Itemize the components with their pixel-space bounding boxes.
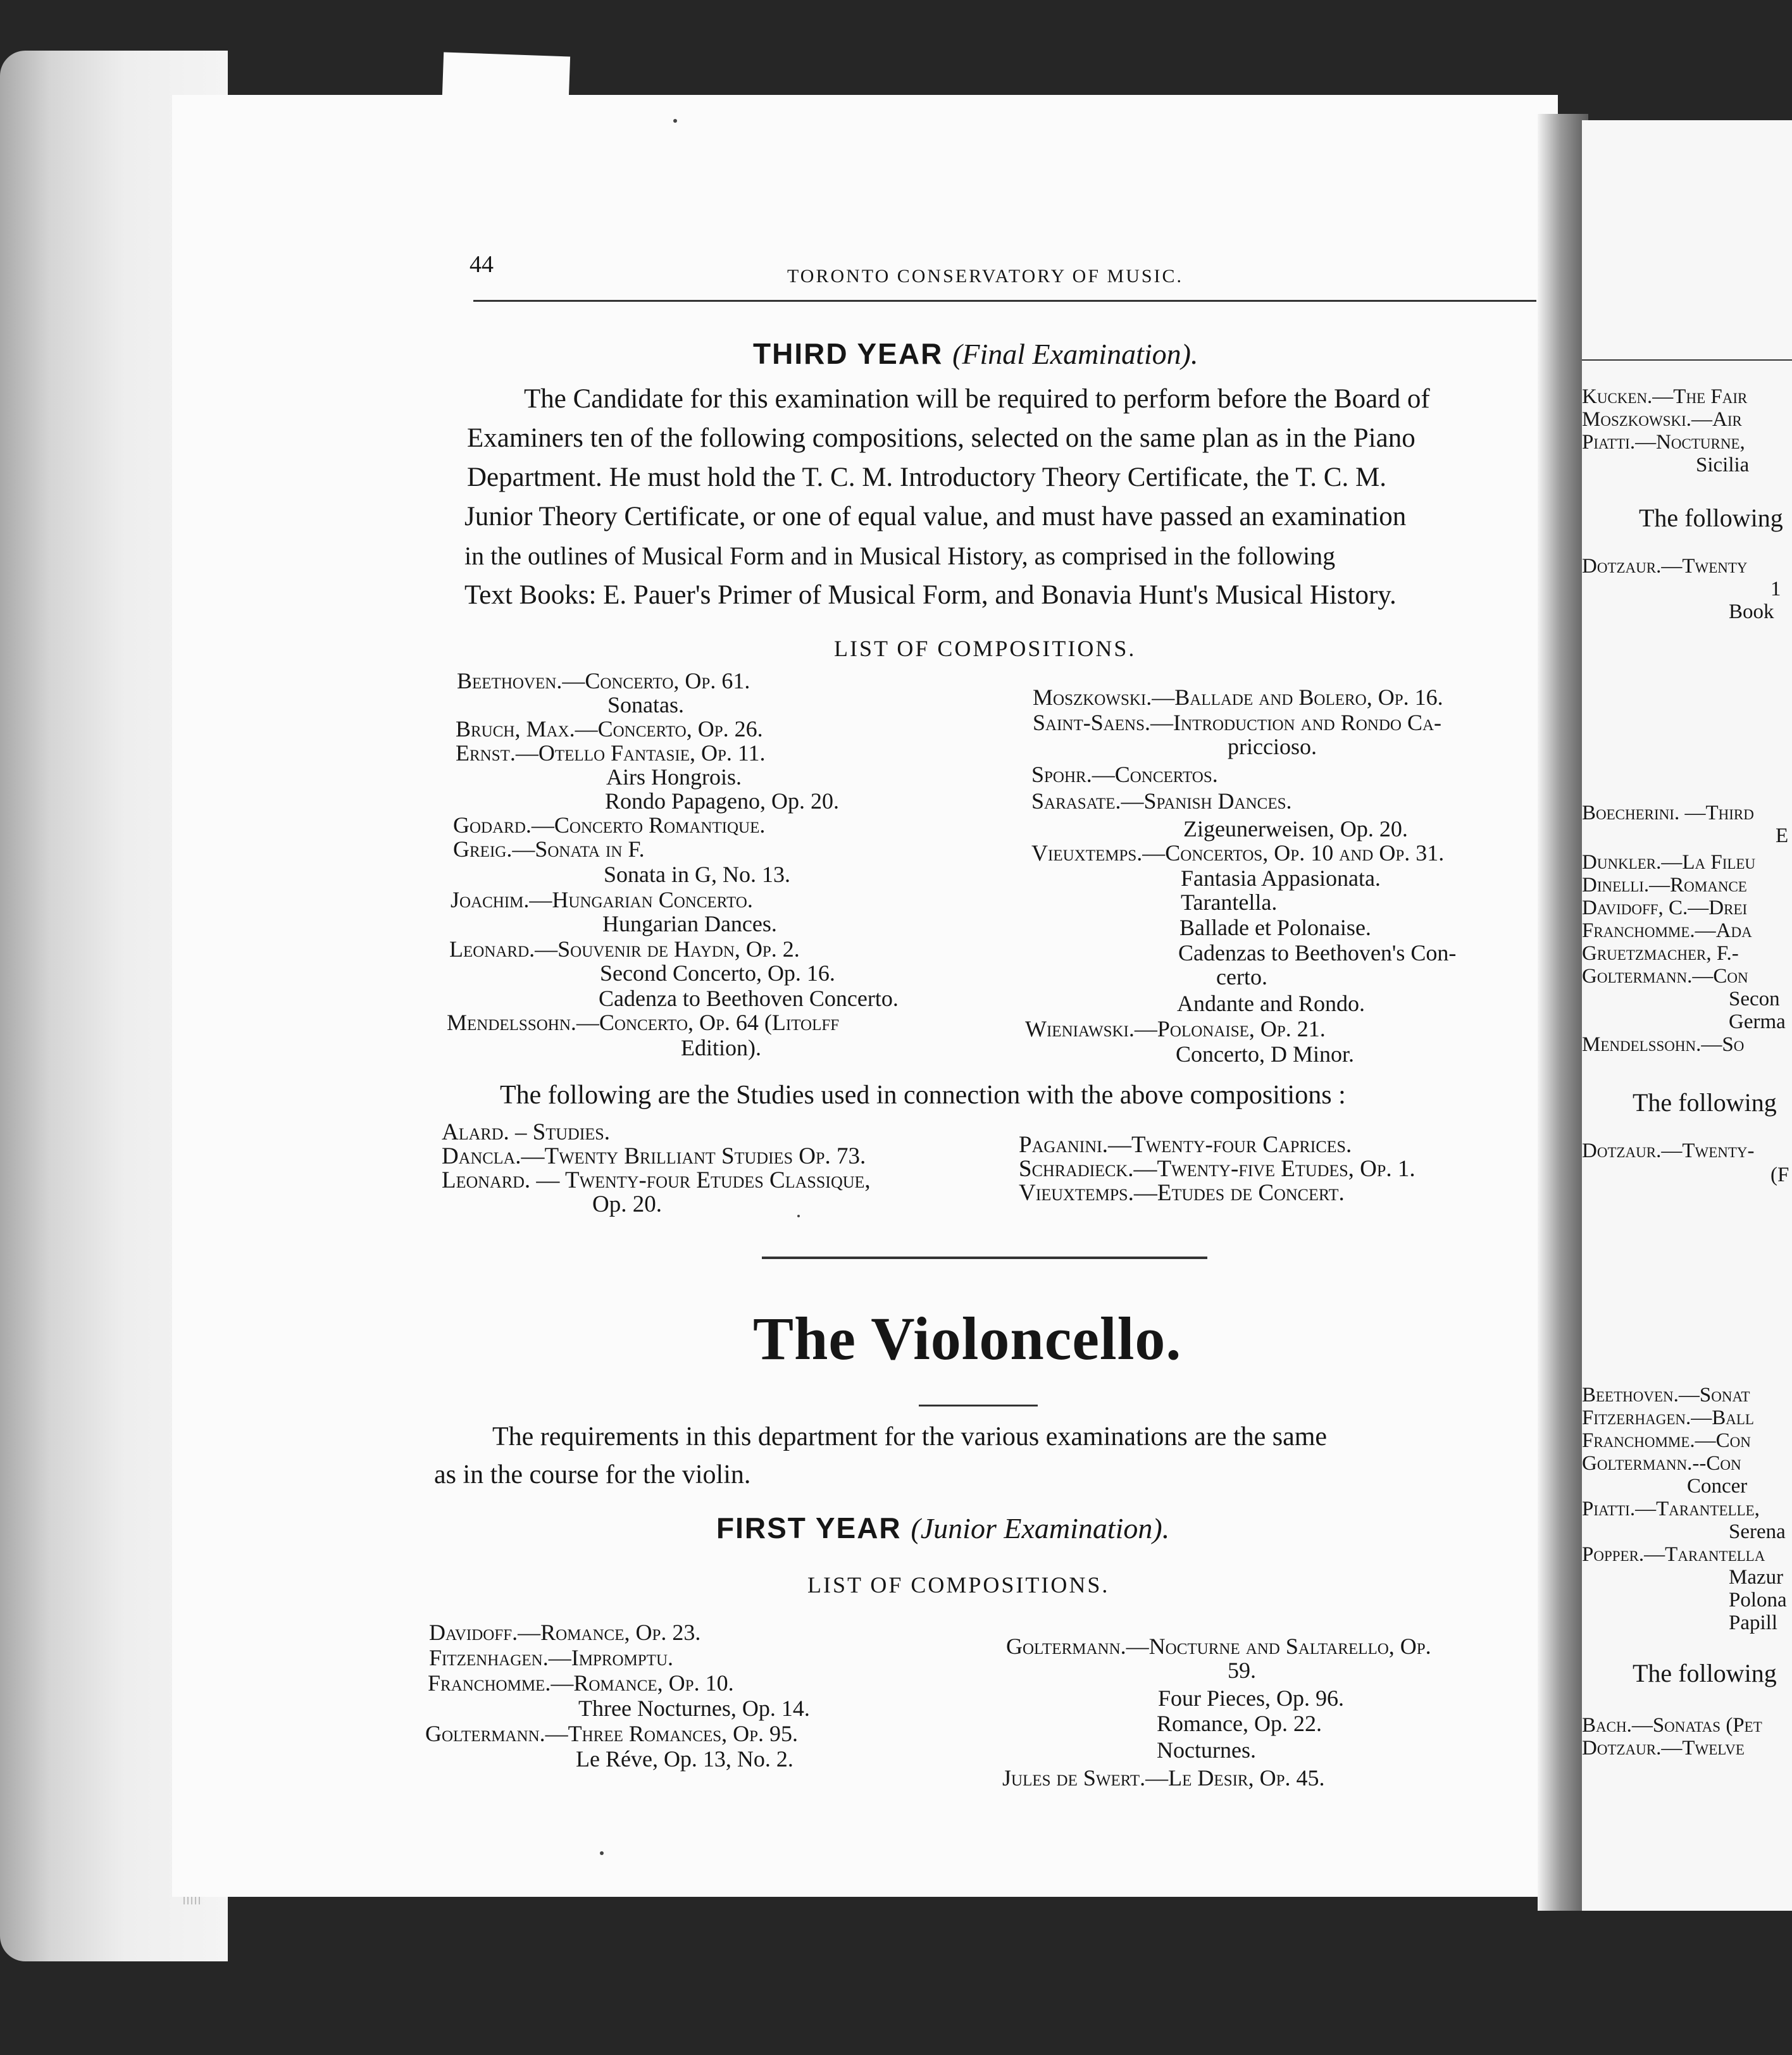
composition-entry: Jules de Swert.—Le Desir, Op. 45.	[1002, 1765, 1325, 1791]
composition-entry: Spohr.—Concertos.	[1031, 762, 1218, 787]
section-rule	[762, 1257, 1207, 1259]
speck	[797, 1215, 800, 1217]
facing-page	[1582, 120, 1792, 1911]
facing-line: Mendelssohn.—So	[1582, 1033, 1745, 1056]
facing-line: Secon	[1729, 988, 1780, 1010]
first-year-title: FIRST YEAR	[716, 1512, 902, 1544]
first-year-subtitle: (Junior Examination).	[911, 1512, 1170, 1544]
composition-entry: Beethoven.—Concerto, Op. 61.	[457, 668, 750, 693]
list-title: LIST OF COMPOSITIONS.	[834, 636, 1136, 661]
composition-entry: Hungarian Dances.	[602, 911, 777, 936]
violoncello-title: The Violoncello.	[753, 1305, 1182, 1372]
composition-entry: Godard.—Concerto Romantique.	[453, 812, 766, 838]
facing-line: Concer	[1687, 1475, 1748, 1498]
facing-line: Beethoven.—Sonat	[1582, 1384, 1750, 1406]
study-entry: Vieuxtemps.—Etudes de Concert.	[1019, 1180, 1345, 1206]
facing-line: (F	[1770, 1164, 1789, 1186]
paper-slip	[442, 53, 570, 100]
studies-intro: The following are the Studies used in connection with the above compositions :	[500, 1081, 1346, 1110]
page-number: 44	[470, 251, 494, 278]
facing-line: Dotzaur.—Twenty-	[1582, 1139, 1755, 1162]
first-year-heading	[716, 1511, 1169, 1545]
composition-entry: Ernst.—Otello Fantasie, Op. 11.	[456, 740, 766, 766]
list-title: LIST OF COMPOSITIONS.	[807, 1572, 1110, 1598]
facing-line: The following	[1639, 504, 1783, 532]
book-gutter	[1538, 114, 1588, 1911]
composition-entry: Edition).	[681, 1035, 761, 1060]
facing-line: Popper.—Tarantella	[1582, 1543, 1765, 1566]
composition-entry: Sonatas.	[607, 692, 684, 717]
facing-line: Serena	[1729, 1520, 1786, 1543]
composition-entry: Concerto, D Minor.	[1176, 1041, 1354, 1067]
facing-line: Boecherini. —Third	[1582, 802, 1754, 824]
composition-entry: Tarantella.	[1181, 890, 1278, 915]
facing-line: 1	[1770, 578, 1781, 600]
composition-entry: Zigeunerweisen, Op. 20.	[1183, 816, 1408, 841]
facing-line: Polona	[1729, 1589, 1787, 1611]
facing-line: Piatti.—Nocturne,	[1582, 431, 1745, 454]
composition-entry: Ballade et Polonaise.	[1179, 915, 1371, 940]
facing-line: The following	[1633, 1659, 1777, 1687]
composition-entry: Four Pieces, Op. 96.	[1158, 1686, 1344, 1711]
facing-line: Davidoff, C.—Drei	[1582, 897, 1748, 919]
study-entry: Paganini.—Twenty-four Caprices.	[1019, 1132, 1352, 1158]
composition-entry: priccioso.	[1228, 734, 1317, 759]
speck	[673, 119, 677, 123]
composition-entry: Saint-Saens.—Introduction and Rondo Ca-	[1033, 710, 1441, 735]
facing-line: E	[1776, 824, 1789, 847]
composition-entry: Romance, Op. 22.	[1157, 1711, 1322, 1736]
facing-line: Piatti.—Tarantelle,	[1582, 1498, 1760, 1520]
third-year-paragraph-line: Text Books: E. Pauer's Primer of Musical Form, and Bonavia Hunt's Musical History.	[464, 580, 1397, 610]
composition-entry: Goltermann.—Three Romances, Op. 95.	[425, 1721, 799, 1746]
composition-entry: Andante and Rondo.	[1177, 991, 1365, 1016]
composition-entry: Bruch, Max.—Concerto, Op. 26.	[456, 716, 763, 742]
facing-line: Franchomme.—Ada	[1582, 919, 1752, 942]
facing-line: Dinelli.—Romance	[1582, 874, 1747, 897]
study-entry: Dancla.—Twenty Brilliant Studies Op. 73.	[442, 1143, 866, 1169]
composition-entry: Wieniawski.—Polonaise, Op. 21.	[1025, 1016, 1326, 1041]
composition-entry: Goltermann.—Nocturne and Saltarello, Op.	[1006, 1634, 1431, 1659]
composition-entry: Davidoff.—Romance, Op. 23.	[429, 1620, 701, 1645]
third-year-paragraph-line: The Candidate for this examination will be required to perform before the Board of	[524, 384, 1430, 414]
facing-line: Kucken.—The Fair	[1582, 385, 1748, 408]
study-entry: Alard. – Studies.	[442, 1119, 611, 1145]
facing-line: Moszkowski.—Air	[1582, 408, 1742, 431]
composition-entry: Joachim.—Hungarian Concerto.	[451, 887, 753, 912]
facing-line: Dotzaur.—Twenty	[1582, 555, 1748, 578]
composition-entry: Franchomme.—Romance, Op. 10.	[428, 1670, 734, 1696]
composition-entry: Fitzenhagen.—Impromptu.	[429, 1645, 674, 1670]
composition-entry: Three Nocturnes, Op. 14.	[578, 1696, 810, 1721]
facing-rule	[1582, 359, 1792, 361]
composition-entry: certo.	[1216, 964, 1267, 990]
violoncello-intro-line: as in the course for the violin.	[434, 1460, 751, 1489]
composition-entry: Leonard.—Souvenir de Haydn, Op. 2.	[449, 936, 800, 962]
third-year-paragraph-line: Examiners ten of the following compositions, selected on the same plan as in the Piano	[467, 423, 1416, 453]
facing-line: Mazur	[1729, 1566, 1784, 1589]
study-entry: Op. 20.	[592, 1191, 662, 1217]
composition-entry: Fantasia Appasionata.	[1181, 866, 1381, 891]
composition-entry: 59.	[1228, 1658, 1256, 1683]
speck	[600, 1851, 604, 1855]
facing-line: Goltermann.--Con	[1582, 1452, 1741, 1475]
third-year-heading	[753, 337, 1198, 371]
violoncello-intro-line: The requirements in this department for the various examinations are the same	[492, 1422, 1328, 1451]
third-year-paragraph-line: Department. He must hold the T. C. M. Introductory Theory Certificate, the T. C. M.	[467, 463, 1386, 492]
third-year-paragraph-line: Junior Theory Certificate, or one of equal value, and must have passed an examination	[464, 502, 1407, 531]
composition-entry: Airs Hongrois.	[606, 764, 742, 790]
composition-entry: Sarasate.—Spanish Dances.	[1031, 788, 1292, 814]
facing-line: The following	[1633, 1088, 1777, 1117]
composition-entry: Cadenza to Beethoven Concerto.	[599, 986, 899, 1011]
facing-line: Franchomme.—Con	[1582, 1429, 1751, 1452]
composition-entry: Sonata in G, No. 13.	[604, 862, 790, 887]
facing-line: Gruetzmacher, F.-	[1582, 942, 1739, 965]
facing-line: Fitzerhagen.—Ball	[1582, 1406, 1754, 1429]
facing-line: Bach.—Sonatas (Pet	[1582, 1714, 1762, 1737]
study-entry: Schradieck.—Twenty-five Etudes, Op. 1.	[1019, 1156, 1416, 1182]
study-entry: Leonard. — Twenty-four Etudes Classique,	[442, 1167, 871, 1193]
composition-entry: Second Concerto, Op. 16.	[600, 960, 835, 986]
facing-line: Papill	[1729, 1611, 1778, 1634]
facing-line: Goltermann.—Con	[1582, 965, 1748, 988]
composition-entry: Cadenzas to Beethoven's Con-	[1178, 940, 1457, 965]
composition-entry: Greig.—Sonata in F.	[453, 836, 645, 862]
header-rule	[473, 300, 1536, 302]
third-year-subtitle: (Final Examination).	[952, 338, 1198, 370]
facing-line: Sicilia	[1696, 454, 1750, 476]
facing-line: Book	[1729, 600, 1774, 623]
composition-entry: Rondo Papageno, Op. 20.	[605, 788, 839, 814]
running-title: TORONTO CONSERVATORY OF MUSIC.	[787, 266, 1184, 287]
title-rule	[919, 1405, 1038, 1406]
third-year-paragraph-line: in the outlines of Musical Form and in Musical History, as comprised in the following	[464, 542, 1336, 570]
facing-line: Dotzaur.—Twelve	[1582, 1737, 1745, 1760]
composition-entry: Le Réve, Op. 13, No. 2.	[576, 1746, 793, 1772]
composition-entry: Mendelssohn.—Concerto, Op. 64 (Litolff	[447, 1010, 840, 1035]
composition-entry: Vieuxtemps.—Concertos, Op. 10 and Op. 31.	[1031, 840, 1445, 866]
third-year-title: THIRD YEAR	[753, 337, 943, 370]
facing-line: Dunkler.—La Fileu	[1582, 851, 1756, 874]
composition-entry: Nocturnes.	[1157, 1737, 1256, 1763]
facing-line: Germa	[1729, 1010, 1786, 1033]
composition-entry: Moszkowski.—Ballade and Bolero, Op. 16.	[1033, 685, 1443, 710]
